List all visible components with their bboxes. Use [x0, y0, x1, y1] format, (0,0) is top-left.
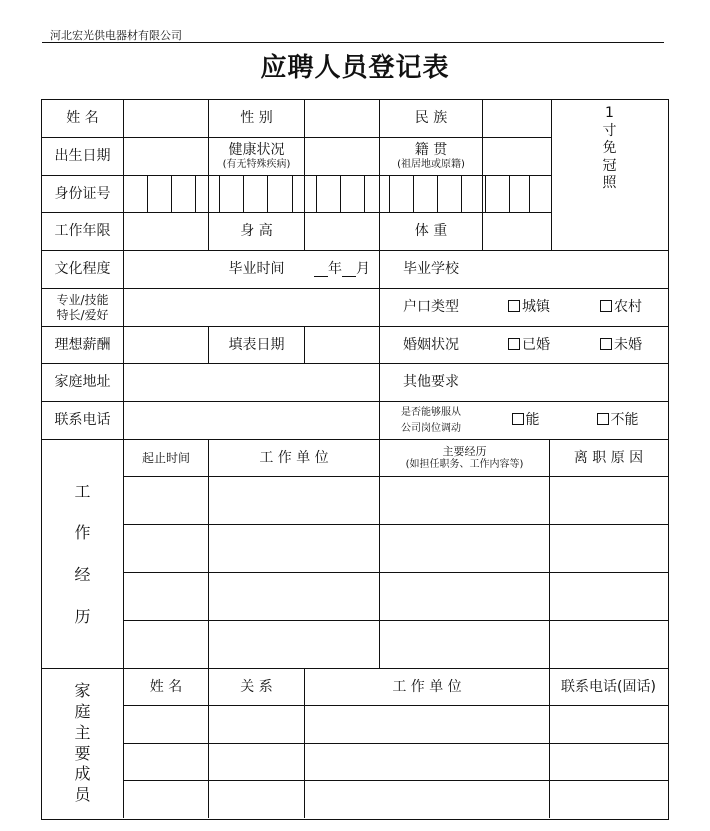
phone-input[interactable]	[124, 402, 379, 439]
gender-input[interactable]	[305, 100, 379, 137]
phone-label: 联系电话	[54, 412, 111, 429]
grid-line	[123, 572, 668, 573]
marital-option-married[interactable]: 已婚	[508, 337, 550, 354]
company-name: 河北宏光供电器材有限公司	[50, 29, 182, 42]
other-input[interactable]	[483, 364, 667, 401]
name-input[interactable]	[124, 100, 208, 137]
transfer-options	[483, 402, 667, 439]
specialty-line-2: 特长/爱好	[56, 307, 109, 322]
ethnicity-input[interactable]	[483, 100, 551, 137]
grid-line	[123, 620, 668, 621]
transfer-option-no[interactable]: 不能	[597, 412, 639, 429]
health-input[interactable]	[305, 138, 379, 175]
month-unit: 月	[356, 261, 370, 278]
ethnicity-label: 民 族	[414, 110, 448, 127]
form-title: 应聘人员登记表	[260, 53, 450, 83]
photo-line-3: 免	[602, 140, 617, 156]
specialty-line-1: 专业/技能	[56, 293, 109, 308]
fill-date-label: 填表日期	[228, 336, 285, 353]
experience-text: 主要经历	[442, 445, 487, 459]
family-col-unit: 工 作 单 位	[392, 678, 462, 695]
work-col-unit: 工 作 单 位	[259, 449, 329, 466]
specialty-input[interactable]	[124, 289, 379, 326]
grid-line	[123, 780, 668, 781]
hukou-type-label: 户口类型	[403, 299, 459, 316]
work-years-input[interactable]	[124, 213, 208, 250]
address-input[interactable]	[124, 364, 379, 401]
grid-line	[123, 743, 668, 744]
family-label: 家 庭 主 要 成 员	[74, 681, 91, 805]
photo-line-5: 照	[602, 175, 617, 191]
birth-date-input[interactable]	[124, 138, 208, 175]
work-col-reason: 离 职 原 因	[573, 449, 644, 466]
marital-options	[483, 327, 667, 363]
gender-label: 性 别	[240, 110, 273, 127]
hukou-option-rural[interactable]: 农村	[600, 299, 642, 316]
family-col-phone: 联系电话(固话)	[561, 678, 656, 695]
native-place-note: (祖居地或原籍)	[397, 158, 465, 170]
specialty-label	[42, 289, 123, 326]
work-col-experience	[380, 440, 549, 476]
photo-line-4: 冠	[602, 157, 617, 174]
work-col-period: 起止时间	[141, 450, 190, 465]
health-note: (有无特殊疾病)	[222, 158, 291, 170]
height-label: 身 高	[240, 223, 273, 240]
photo-line-1: 1	[605, 105, 614, 121]
weight-label: 体 重	[414, 223, 448, 240]
grid-line	[123, 705, 668, 706]
photo-line-2: 寸	[602, 122, 617, 139]
height-input[interactable]	[305, 213, 379, 250]
transfer-option-yes[interactable]: 能	[512, 412, 540, 429]
education-input[interactable]	[124, 251, 208, 288]
id-number-label: 身份证号	[54, 185, 111, 202]
native-place-input[interactable]	[483, 138, 551, 175]
health-text: 健康状况	[228, 142, 285, 159]
grad-time-input[interactable]	[305, 251, 379, 288]
transfer-line-1: 是否能够服从	[401, 406, 461, 418]
name-label: 姓 名	[66, 110, 99, 127]
id-number-input[interactable]	[124, 176, 551, 212]
salary-input[interactable]	[124, 327, 208, 363]
grid-line	[123, 476, 668, 477]
family-col-name: 姓 名	[149, 678, 183, 695]
marital-label: 婚姻状况	[403, 336, 459, 353]
hukou-option-urban[interactable]: 城镇	[508, 299, 550, 316]
fill-date-input[interactable]	[305, 327, 379, 363]
photo-area[interactable]	[552, 105, 667, 205]
transfer-label	[380, 402, 482, 439]
salary-label: 理想薪酬	[54, 336, 111, 353]
education-label: 文化程度	[54, 261, 111, 278]
address-label: 家庭地址	[54, 374, 111, 391]
experience-note: (如担任职务、工作内容等)	[405, 458, 524, 470]
health-label	[209, 138, 304, 175]
family-col-relation: 关 系	[240, 678, 273, 695]
work-history-label: 工 作 经 历	[74, 481, 91, 626]
work-years-label: 工作年限	[54, 223, 111, 240]
grad-time-label: 毕业时间	[228, 261, 285, 278]
native-place-text: 籍 贯	[414, 142, 448, 159]
header-rule	[42, 42, 664, 43]
transfer-line-2: 公司岗位调动	[401, 422, 461, 434]
hukou-options	[483, 289, 667, 326]
marital-option-single[interactable]: 未婚	[600, 337, 642, 354]
weight-input[interactable]	[483, 213, 551, 250]
grad-school-label: 毕业学校	[403, 261, 459, 278]
other-label: 其他要求	[403, 374, 459, 391]
birth-date-label: 出生日期	[54, 148, 111, 165]
grid-line	[123, 524, 668, 525]
native-place-label	[380, 138, 482, 175]
year-unit: 年	[328, 261, 342, 278]
grad-school-input[interactable]	[483, 251, 667, 288]
